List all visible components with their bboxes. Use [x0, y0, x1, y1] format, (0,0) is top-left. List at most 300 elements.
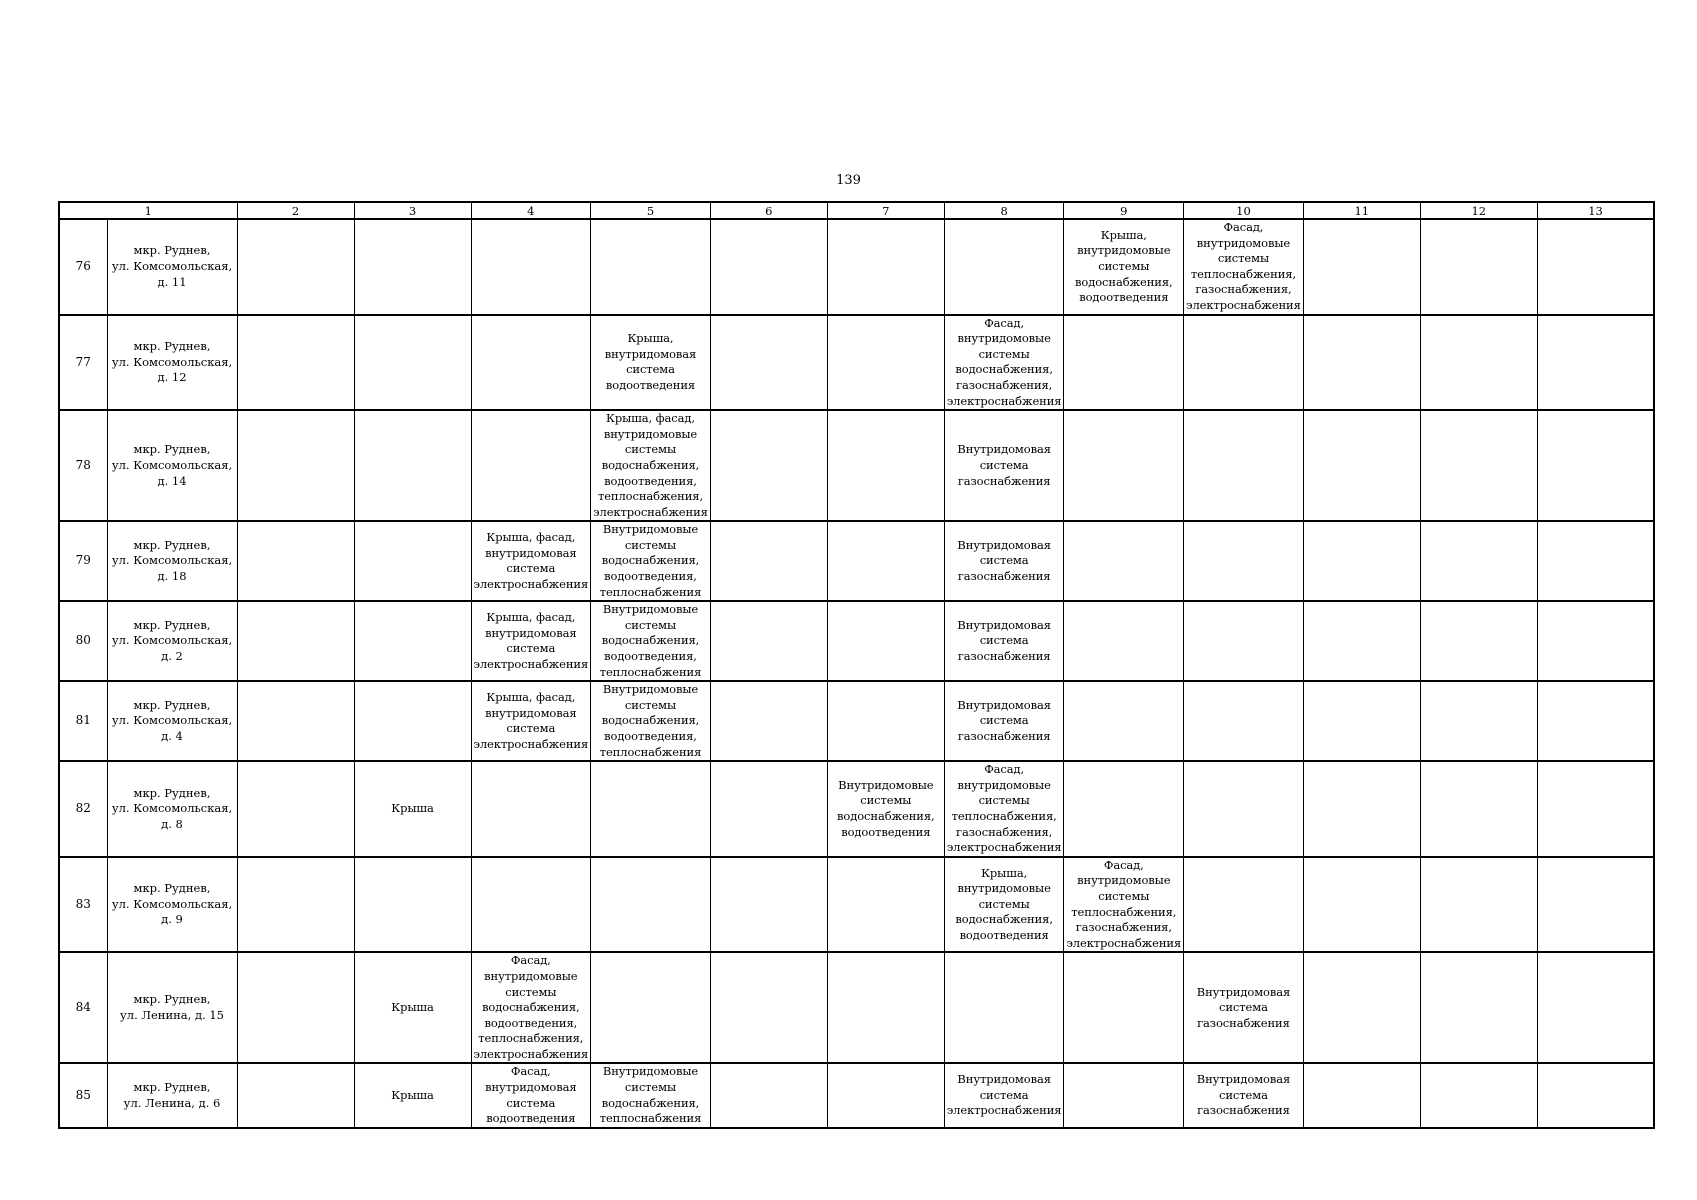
address-line: ул. Комсомольская, [111, 258, 233, 273]
work-line: водоотведения, [604, 473, 697, 488]
work-cell-col-12 [1420, 219, 1537, 315]
work-cell-col-10 [1184, 315, 1304, 411]
work-line: Крыша [391, 1000, 434, 1015]
work-cell-col-8 [944, 315, 1064, 411]
address-line: ул. Комсомольская, [111, 896, 233, 911]
work-line: системы [624, 617, 677, 632]
work-cell-col-2 [237, 219, 354, 315]
page-number: 139 [836, 173, 861, 188]
work-line: Крыша, фасад, [606, 411, 695, 426]
work-line: внутридомовые [957, 777, 1051, 792]
work-line: газоснабжения [957, 649, 1051, 664]
address-cell [107, 952, 237, 1063]
work-cell-col-11 [1303, 219, 1420, 315]
address-line: мкр. Руднев, [133, 785, 211, 800]
work-line: водоснабжения, [955, 912, 1053, 927]
work-cell-col-13 [1537, 315, 1654, 411]
work-cell-col-7 [827, 1063, 944, 1127]
work-line: водоснабжения, [955, 362, 1053, 377]
row-number: 80 [59, 601, 107, 681]
work-cell-col-4 [471, 681, 591, 761]
address-line: мкр. Руднев, [133, 338, 211, 353]
work-cell-col-6 [710, 315, 827, 411]
work-cell-col-11 [1303, 1063, 1420, 1127]
work-line: газоснабжения, [956, 377, 1053, 392]
work-cell-col-7 [827, 315, 944, 411]
address-line: д. 11 [157, 274, 187, 289]
work-cell-col-10 [1184, 857, 1304, 953]
work-cell-col-8 [944, 1063, 1064, 1127]
work-line: Крыша [391, 1087, 434, 1102]
work-cell-col-4 [471, 521, 591, 601]
work-cell-col-11 [1303, 952, 1420, 1063]
work-cell-col-2 [237, 857, 354, 953]
work-cell-col-2 [237, 1063, 354, 1127]
work-line: система [979, 713, 1029, 728]
work-line: внутридомовая [485, 625, 577, 640]
address-line: ул. Комсомольская, [111, 354, 233, 369]
work-line: Фасад, [984, 315, 1025, 330]
work-line: электроснабжения [1066, 935, 1182, 950]
work-line: система [1219, 1087, 1268, 1102]
work-line: Крыша, [627, 331, 674, 346]
address-cell [107, 761, 237, 857]
work-cell-col-4 [471, 601, 591, 681]
work-line: электроснабжения [473, 576, 589, 591]
work-line: водоотведения [841, 824, 931, 839]
work-line: Внутридомовая [957, 537, 1051, 552]
address-line: мкр. Руднев, [133, 617, 211, 632]
work-line: Фасад, [510, 953, 551, 968]
row-number: 85 [59, 1063, 107, 1127]
work-line: внутридомовая [604, 346, 697, 361]
work-line: Фасад, [1103, 857, 1144, 872]
address-line: мкр. Руднев, [133, 697, 211, 712]
work-line: теплоснабжения, [478, 1031, 584, 1046]
work-line: водоотведения [959, 927, 1049, 942]
row-number: 76 [59, 219, 107, 315]
work-line: внутридомовые [603, 426, 698, 441]
work-line: газоснабжения [1197, 1015, 1290, 1030]
table-row [59, 761, 1654, 857]
work-cell-col-8 [944, 521, 1064, 601]
work-cell-col-5 [591, 761, 711, 857]
work-cell-col-8 [944, 952, 1064, 1063]
work-line: теплоснабжения [599, 584, 702, 599]
table-row [59, 857, 1654, 953]
work-cell-col-13 [1537, 601, 1654, 681]
work-cell-col-5 [591, 219, 711, 315]
work-line: система [506, 641, 556, 656]
work-line: система [979, 457, 1029, 472]
work-line: водоснабжения, [601, 457, 700, 472]
work-line: внутридомовые [484, 968, 578, 983]
work-cell-col-13 [1537, 219, 1654, 315]
work-cell-col-3 [354, 761, 471, 857]
address-line: мкр. Руднев, [133, 537, 211, 552]
work-line: водоотведения, [484, 1015, 578, 1030]
work-line: водоотведения, [604, 569, 697, 584]
work-cell-col-11 [1303, 857, 1420, 953]
work-cell-col-6 [710, 857, 827, 953]
work-line: газоснабжения, [1075, 920, 1172, 935]
work-cell-col-7 [827, 761, 944, 857]
address-line: ул. Ленина, д. 15 [120, 1007, 224, 1022]
table-row [59, 681, 1654, 761]
work-cell-col-12 [1420, 521, 1537, 601]
work-cell-col-9 [1064, 219, 1184, 315]
work-cell-col-4 [471, 315, 591, 411]
address-cell [107, 857, 237, 953]
work-line: водоотведения [605, 377, 696, 392]
work-cell-col-2 [237, 681, 354, 761]
work-cell-col-13 [1537, 857, 1654, 953]
work-cell-col-4 [471, 410, 591, 521]
address-cell [107, 681, 237, 761]
address-line: д. 4 [161, 729, 183, 743]
address-line: д. 18 [157, 569, 187, 584]
work-cell-col-7 [827, 521, 944, 601]
work-cell-col-3 [354, 521, 471, 601]
address-line: д. 12 [157, 370, 187, 385]
repair-schedule-table [58, 201, 1655, 1129]
column-header-8: 8 [944, 202, 1064, 219]
address-line: д. 2 [161, 649, 183, 664]
work-cell-col-12 [1420, 681, 1537, 761]
column-header-13: 13 [1537, 202, 1654, 219]
work-line: Внутридомовая [957, 697, 1051, 712]
work-cell-col-9 [1064, 410, 1184, 521]
work-cell-col-7 [827, 857, 944, 953]
address-cell [107, 219, 237, 315]
work-line: внутридомовая [485, 545, 577, 560]
work-line: внутридомовые [957, 881, 1051, 896]
work-line: система [979, 633, 1029, 648]
work-cell-col-10 [1184, 410, 1304, 521]
work-line: водоотведения, [604, 729, 697, 743]
work-cell-col-8 [944, 761, 1064, 857]
work-line: Внутридомовые [602, 682, 699, 697]
work-cell-col-5 [591, 315, 711, 411]
work-line: газоснабжения, [956, 824, 1053, 839]
work-cell-col-5 [591, 601, 711, 681]
work-line: водоснабжения, [482, 1000, 580, 1015]
work-line: газоснабжения [957, 473, 1051, 488]
work-cell-col-11 [1303, 521, 1420, 601]
work-cell-col-12 [1420, 601, 1537, 681]
work-cell-col-7 [827, 952, 944, 1063]
work-cell-col-5 [591, 857, 711, 953]
address-line: мкр. Руднев, [133, 992, 211, 1007]
work-cell-col-13 [1537, 761, 1654, 857]
work-line: Внутридомовые [602, 602, 699, 617]
work-line: Крыша, фасад, [486, 690, 576, 705]
work-line: электроснабжения [1186, 297, 1301, 312]
address-line: ул. Комсомольская, [111, 801, 233, 816]
column-header-4: 4 [471, 202, 591, 219]
work-line: электроснабжения [946, 840, 1062, 855]
table-row [59, 315, 1654, 411]
column-header-12: 12 [1420, 202, 1537, 219]
work-cell-col-10 [1184, 681, 1304, 761]
work-cell-col-13 [1537, 681, 1654, 761]
work-cell-col-4 [471, 219, 591, 315]
work-line: теплоснабжения [599, 744, 702, 759]
address-line: д. 8 [161, 816, 183, 831]
column-header-9: 9 [1064, 202, 1184, 219]
work-cell-col-10 [1184, 952, 1304, 1063]
row-number: 82 [59, 761, 107, 857]
column-header-5: 5 [591, 202, 711, 219]
work-cell-col-2 [237, 521, 354, 601]
table-row [59, 410, 1654, 521]
work-line: система [506, 561, 556, 576]
row-number: 78 [59, 410, 107, 521]
work-line: электроснабжения [473, 736, 589, 751]
address-line: ул. Ленина, д. 6 [123, 1095, 221, 1110]
row-number: 81 [59, 681, 107, 761]
table-row [59, 219, 1654, 315]
work-line: системы [978, 793, 1030, 808]
work-line: системы [624, 537, 677, 552]
row-number: 83 [59, 857, 107, 953]
work-cell-col-2 [237, 952, 354, 1063]
work-line: системы [978, 346, 1030, 361]
work-cell-col-6 [710, 521, 827, 601]
address-line: ул. Комсомольская, [111, 713, 233, 728]
work-cell-col-8 [944, 681, 1064, 761]
work-cell-col-12 [1420, 410, 1537, 521]
work-line: электроснабжения [473, 1046, 589, 1061]
work-cell-col-11 [1303, 315, 1420, 411]
work-line: водоснабжения, [1075, 274, 1173, 289]
work-line: теплоснабжения, [1190, 266, 1296, 281]
work-cell-col-4 [471, 761, 591, 857]
work-cell-col-13 [1537, 521, 1654, 601]
work-line: Фасад, [1223, 220, 1264, 234]
address-line: ул. Комсомольская, [111, 457, 233, 472]
work-cell-col-3 [354, 601, 471, 681]
work-cell-col-10 [1184, 601, 1304, 681]
work-line: Внутридомовая [1196, 1072, 1291, 1087]
work-line: система [979, 1087, 1029, 1102]
work-cell-col-10 [1184, 761, 1304, 857]
work-cell-col-7 [827, 601, 944, 681]
column-header-3: 3 [354, 202, 471, 219]
work-line: водоотведения [486, 1111, 576, 1126]
work-cell-col-8 [944, 410, 1064, 521]
row-number: 84 [59, 952, 107, 1063]
column-header-1: 1 [59, 202, 237, 219]
work-line: Фасад, [510, 1064, 551, 1079]
work-cell-col-9 [1064, 1063, 1184, 1127]
work-cell-col-2 [237, 315, 354, 411]
row-number: 79 [59, 521, 107, 601]
address-line: д. 14 [157, 473, 187, 488]
work-cell-col-12 [1420, 857, 1537, 953]
work-line: системы [978, 896, 1030, 911]
work-cell-col-9 [1064, 681, 1184, 761]
column-header-row [59, 202, 1654, 219]
work-line: системы [1217, 251, 1270, 266]
work-line: внутридомовые [957, 331, 1051, 346]
work-cell-col-11 [1303, 410, 1420, 521]
work-line: Внутридомовые [838, 777, 934, 792]
work-line: системы [624, 442, 677, 457]
address-line: мкр. Руднев, [133, 1080, 211, 1095]
work-line: внутридомовая [485, 1080, 577, 1095]
work-line: Крыша, [1100, 227, 1147, 242]
address-cell [107, 521, 237, 601]
work-line: Внутридомовые [602, 522, 699, 537]
work-cell-col-7 [827, 219, 944, 315]
work-cell-col-9 [1064, 952, 1184, 1063]
work-cell-col-8 [944, 219, 1064, 315]
work-cell-col-12 [1420, 1063, 1537, 1127]
work-line: водоснабжения, [601, 713, 700, 728]
work-line: электроснабжения [593, 504, 708, 519]
column-header-6: 6 [710, 202, 827, 219]
work-line: система [626, 362, 675, 377]
address-line: ул. Комсомольская, [111, 553, 233, 568]
work-cell-col-9 [1064, 857, 1184, 953]
work-cell-col-2 [237, 410, 354, 521]
work-cell-col-8 [944, 601, 1064, 681]
work-line: внутридомовая [485, 705, 577, 720]
work-line: Крыша, [981, 865, 1028, 880]
work-cell-col-3 [354, 315, 471, 411]
work-line: газоснабжения [957, 569, 1051, 584]
work-cell-col-9 [1064, 315, 1184, 411]
table-row [59, 601, 1654, 681]
work-line: водоснабжения, [601, 553, 700, 568]
table-row [59, 521, 1654, 601]
work-cell-col-3 [354, 952, 471, 1063]
work-cell-col-5 [591, 1063, 711, 1127]
work-cell-col-11 [1303, 601, 1420, 681]
address-line: д. 9 [161, 912, 183, 927]
work-line: Внутридомовая [957, 617, 1051, 632]
work-line: системы [624, 697, 677, 712]
work-line: Крыша, фасад, [486, 610, 576, 625]
work-cell-col-6 [710, 952, 827, 1063]
work-cell-col-12 [1420, 952, 1537, 1063]
address-cell [107, 1063, 237, 1127]
work-cell-col-2 [237, 761, 354, 857]
work-line: Внутридомовая [957, 1072, 1051, 1087]
work-line: внутридомовые [1077, 243, 1171, 258]
work-cell-col-9 [1064, 761, 1184, 857]
address-line: мкр. Руднев, [133, 442, 211, 457]
work-cell-col-13 [1537, 952, 1654, 1063]
work-cell-col-13 [1537, 1063, 1654, 1127]
work-cell-col-11 [1303, 761, 1420, 857]
column-header-10: 10 [1184, 202, 1304, 219]
work-line: Крыша, фасад, [486, 530, 576, 545]
work-line: системы [505, 984, 557, 999]
work-line: теплоснабжения [599, 1111, 702, 1126]
address-line: мкр. Руднев, [133, 243, 211, 258]
address-line: ул. Комсомольская, [111, 633, 233, 648]
work-cell-col-2 [237, 601, 354, 681]
work-line: Фасад, [984, 762, 1025, 777]
work-line: водоснабжения, [837, 808, 935, 823]
work-line: водоснабжения, [601, 633, 700, 648]
work-cell-col-5 [591, 521, 711, 601]
work-line: система [506, 1095, 556, 1110]
work-line: водоснабжения, [601, 1095, 700, 1110]
address-cell [107, 601, 237, 681]
column-header-11: 11 [1303, 202, 1420, 219]
work-cell-col-7 [827, 410, 944, 521]
work-line: системы [624, 1080, 677, 1095]
work-line: теплоснабжения, [597, 489, 704, 504]
work-cell-col-5 [591, 410, 711, 521]
work-cell-col-6 [710, 410, 827, 521]
column-header-7: 7 [827, 202, 944, 219]
work-cell-col-6 [710, 1063, 827, 1127]
work-cell-col-10 [1184, 219, 1304, 315]
work-cell-col-13 [1537, 410, 1654, 521]
work-line: водоотведения [1079, 290, 1169, 305]
work-line: электроснабжения [946, 1103, 1062, 1118]
row-number: 77 [59, 315, 107, 411]
work-cell-col-12 [1420, 315, 1537, 411]
work-cell-col-3 [354, 1063, 471, 1127]
work-line: системы [1098, 258, 1150, 273]
work-cell-col-8 [944, 857, 1064, 953]
work-line: Внутридомовая [1196, 984, 1291, 999]
work-line: теплоснабжения [599, 664, 702, 679]
work-cell-col-10 [1184, 521, 1304, 601]
column-header-2: 2 [237, 202, 354, 219]
work-cell-col-6 [710, 601, 827, 681]
work-cell-col-4 [471, 1063, 591, 1127]
work-line: газоснабжения, [1195, 282, 1292, 297]
work-cell-col-3 [354, 681, 471, 761]
work-cell-col-3 [354, 857, 471, 953]
work-cell-col-10 [1184, 1063, 1304, 1127]
work-line: системы [860, 793, 912, 808]
address-line: мкр. Руднев, [133, 881, 211, 896]
work-cell-col-4 [471, 857, 591, 953]
work-cell-col-5 [591, 952, 711, 1063]
work-line: система [506, 721, 556, 736]
work-cell-col-11 [1303, 681, 1420, 761]
work-cell-col-7 [827, 681, 944, 761]
work-line: газоснабжения [1197, 1103, 1290, 1118]
work-cell-col-9 [1064, 601, 1184, 681]
work-line: системы [1098, 888, 1150, 903]
work-line: газоснабжения [957, 729, 1051, 743]
work-line: Внутридомовая [957, 442, 1051, 457]
address-cell [107, 315, 237, 411]
work-cell-col-6 [710, 681, 827, 761]
work-line: электроснабжения [946, 393, 1062, 408]
table-row [59, 1063, 1654, 1127]
work-line: внутридомовые [1077, 873, 1171, 888]
work-line: Крыша [391, 801, 434, 816]
work-cell-col-6 [710, 761, 827, 857]
work-line: внутридомовые [1196, 235, 1291, 250]
work-line: водоотведения, [604, 649, 697, 664]
work-cell-col-5 [591, 681, 711, 761]
work-cell-col-12 [1420, 761, 1537, 857]
work-cell-col-6 [710, 219, 827, 315]
work-cell-col-3 [354, 219, 471, 315]
work-line: теплоснабжения, [1071, 904, 1177, 919]
work-cell-col-9 [1064, 521, 1184, 601]
